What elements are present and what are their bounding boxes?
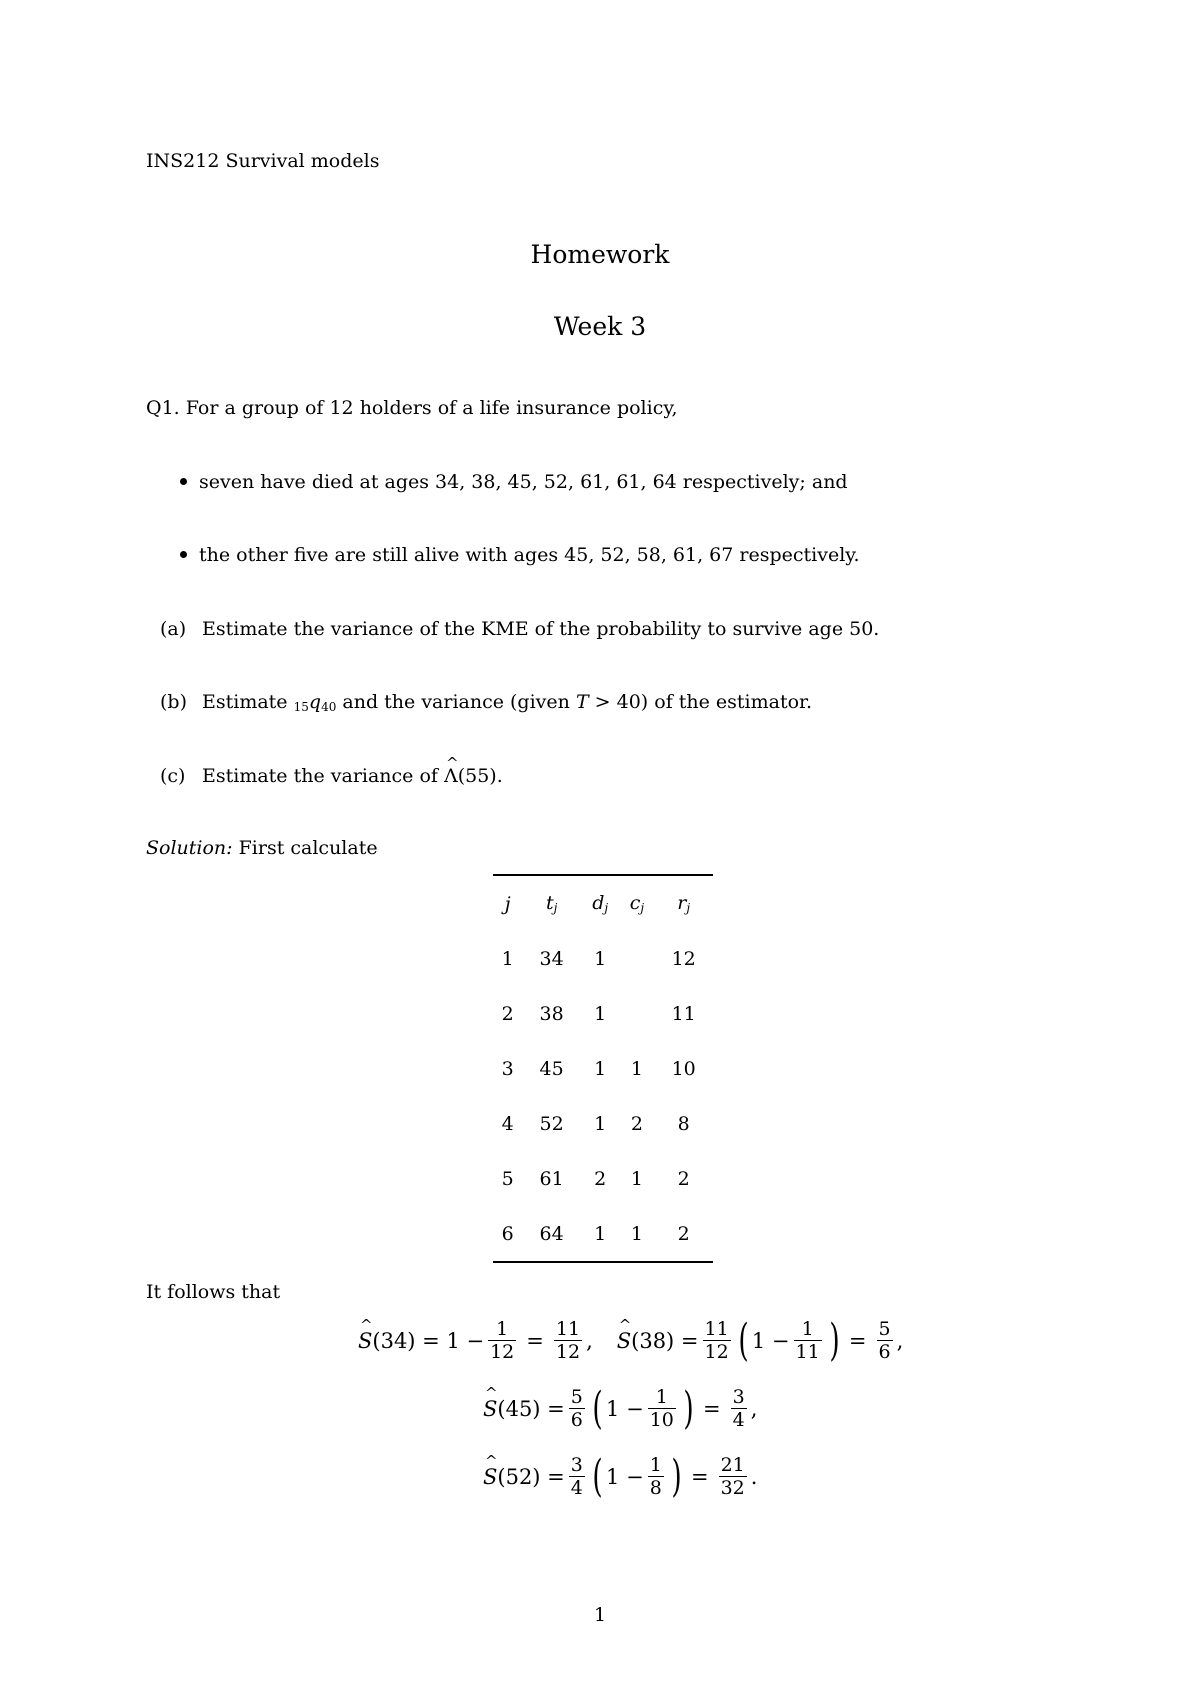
fraction: $\frac{3}{4}$ [570,1454,583,1499]
part-b [160,690,812,719]
fraction: $\frac{3}{4}$ [732,1386,745,1431]
part-c [160,764,503,788]
table-cell: 5 [501,1167,514,1190]
question-label: Q1. [146,397,180,419]
fraction: $\frac{1}{8}$ [649,1454,662,1499]
part-text-2: and the variance (given [342,691,570,713]
table-row [493,1096,713,1151]
data-table [493,874,713,1263]
table-row [493,1041,713,1096]
equation-line-3: ^ S (52) = $\frac{3}{4}$ ( 1 − $\frac{1}{8}$ ) = $\frac{21}{32}$ . [483,1454,757,1499]
page-number: 1 [593,1604,607,1626]
table-cell: 45 [539,1057,564,1080]
s-hat-symbol: ^ S [358,1329,372,1353]
table-cell: 8 [677,1112,690,1135]
part-text-2: (55). [457,765,503,787]
table-cell: 1 [594,1112,607,1135]
question-text: For a group of 12 holders of a life insurance policy, [185,397,678,419]
fraction: $\frac{11}{12}$ [555,1318,581,1363]
equation-line-2: ^ S (45) = $\frac{5}{6}$ ( 1 − $\frac{1}{10}$ ) = $\frac{3}{4}$ , [483,1386,757,1431]
part-label: (c) [160,765,186,787]
table-cell: 11 [671,1002,696,1025]
equation-text: (38) = [631,1328,699,1353]
table-cell: 1 [594,947,607,970]
fraction: $\frac{1}{11}$ [795,1318,820,1363]
table-cell: 34 [539,947,564,970]
fraction: $\frac{5}{6}$ [570,1386,583,1431]
q-prefix-subscript: 15 [293,700,309,714]
solution-text: First calculate [238,837,378,859]
t-symbol: T [575,691,589,713]
bullet-text: the other five are still alive with ages 45, 52, 58, 61, 67 respectively. [199,544,860,566]
table-row [493,931,713,986]
table-cell: 10 [671,1057,696,1080]
list-item [180,543,860,567]
solution-label: Solution: [146,837,233,859]
table-cell: 2 [677,1167,690,1190]
column-header: $t_j$ [522,875,581,931]
column-header: $r_j$ [654,875,713,931]
fraction: $\frac{1}{10}$ [649,1386,674,1431]
table-cell [619,931,654,986]
bullet-text: seven have died at ages 34, 38, 45, 52, 61, 61, 64 respectively; and [199,471,848,493]
part-text: Estimate [202,691,288,713]
q-suffix-subscript: 40 [321,700,337,714]
table-cell: 1 [619,1206,654,1262]
question-intro [146,396,678,420]
table-row [493,1206,713,1262]
table-cell: 1 [630,1167,643,1190]
table-cell: 6 [493,1206,522,1262]
page-subtitle: Week 3 [553,312,647,341]
equation-text: (52) = [497,1464,565,1489]
table-cell: 1 [581,1206,620,1262]
part-a [160,617,879,641]
table-cell: 2 [501,1002,514,1025]
part-text: Estimate the variance of the KME of the probability to survive age 50. [202,618,880,640]
follows-text: It follows that [146,1281,281,1303]
table-header-row [493,875,713,931]
table-cell: 52 [539,1112,564,1135]
table-cell: 61 [539,1167,564,1190]
s-hat-symbol: ^ S [483,1465,497,1489]
table-cell: 12 [671,947,696,970]
q-symbol: q [308,691,322,713]
equation-line-1: ^ S (34) = 1 − $\frac{1}{12}$ = $\frac{11}{12}$ , ^ S (38) = $\frac{11}{12}$ ( 1 − $\frac{1}{11}$ ) = $\frac{5}{6}$ , [358,1318,903,1363]
bullet-icon [180,478,187,485]
table-cell: 2 [654,1206,713,1262]
column-header: $c_j$ [619,875,654,931]
table-cell [619,986,654,1041]
table-cell: 1 [501,947,514,970]
table-row [493,986,713,1041]
table-cell: 4 [501,1112,514,1135]
table-cell: 64 [522,1206,581,1262]
table-cell: 1 [594,1002,607,1025]
s-hat-symbol: ^ S [483,1397,497,1421]
fraction: $\frac{1}{12}$ [490,1318,515,1363]
fraction: $\frac{11}{12}$ [704,1318,729,1363]
part-label: (a) [160,618,187,640]
equation-text: (34) = 1 − [372,1328,485,1353]
fraction: $\frac{21}{32}$ [720,1454,745,1499]
course-header: INS212 Survival models [146,150,380,172]
equation-text: (45) = [497,1396,565,1421]
list-item [180,470,848,494]
table-cell: 3 [501,1057,514,1080]
table-cell: 2 [630,1112,643,1135]
table-row [493,1151,713,1206]
page-title: Homework [530,240,670,269]
fraction: $\frac{5}{6}$ [878,1318,891,1363]
column-header: j [493,875,522,931]
column-header: $d_j$ [581,875,620,931]
table-cell: 1 [630,1057,643,1080]
part-text: Estimate the variance of [202,765,438,787]
solution-intro [146,836,378,860]
bullet-icon [180,551,187,558]
part-label: (b) [160,691,187,713]
lambda-hat-symbol: ^ Λ [444,764,458,788]
part-text-3: > 40) of the estimator. [594,691,813,713]
s-hat-symbol: ^ S [617,1329,631,1353]
table-cell: 1 [594,1057,607,1080]
table-cell: 2 [594,1167,607,1190]
table-cell: 38 [539,1002,564,1025]
